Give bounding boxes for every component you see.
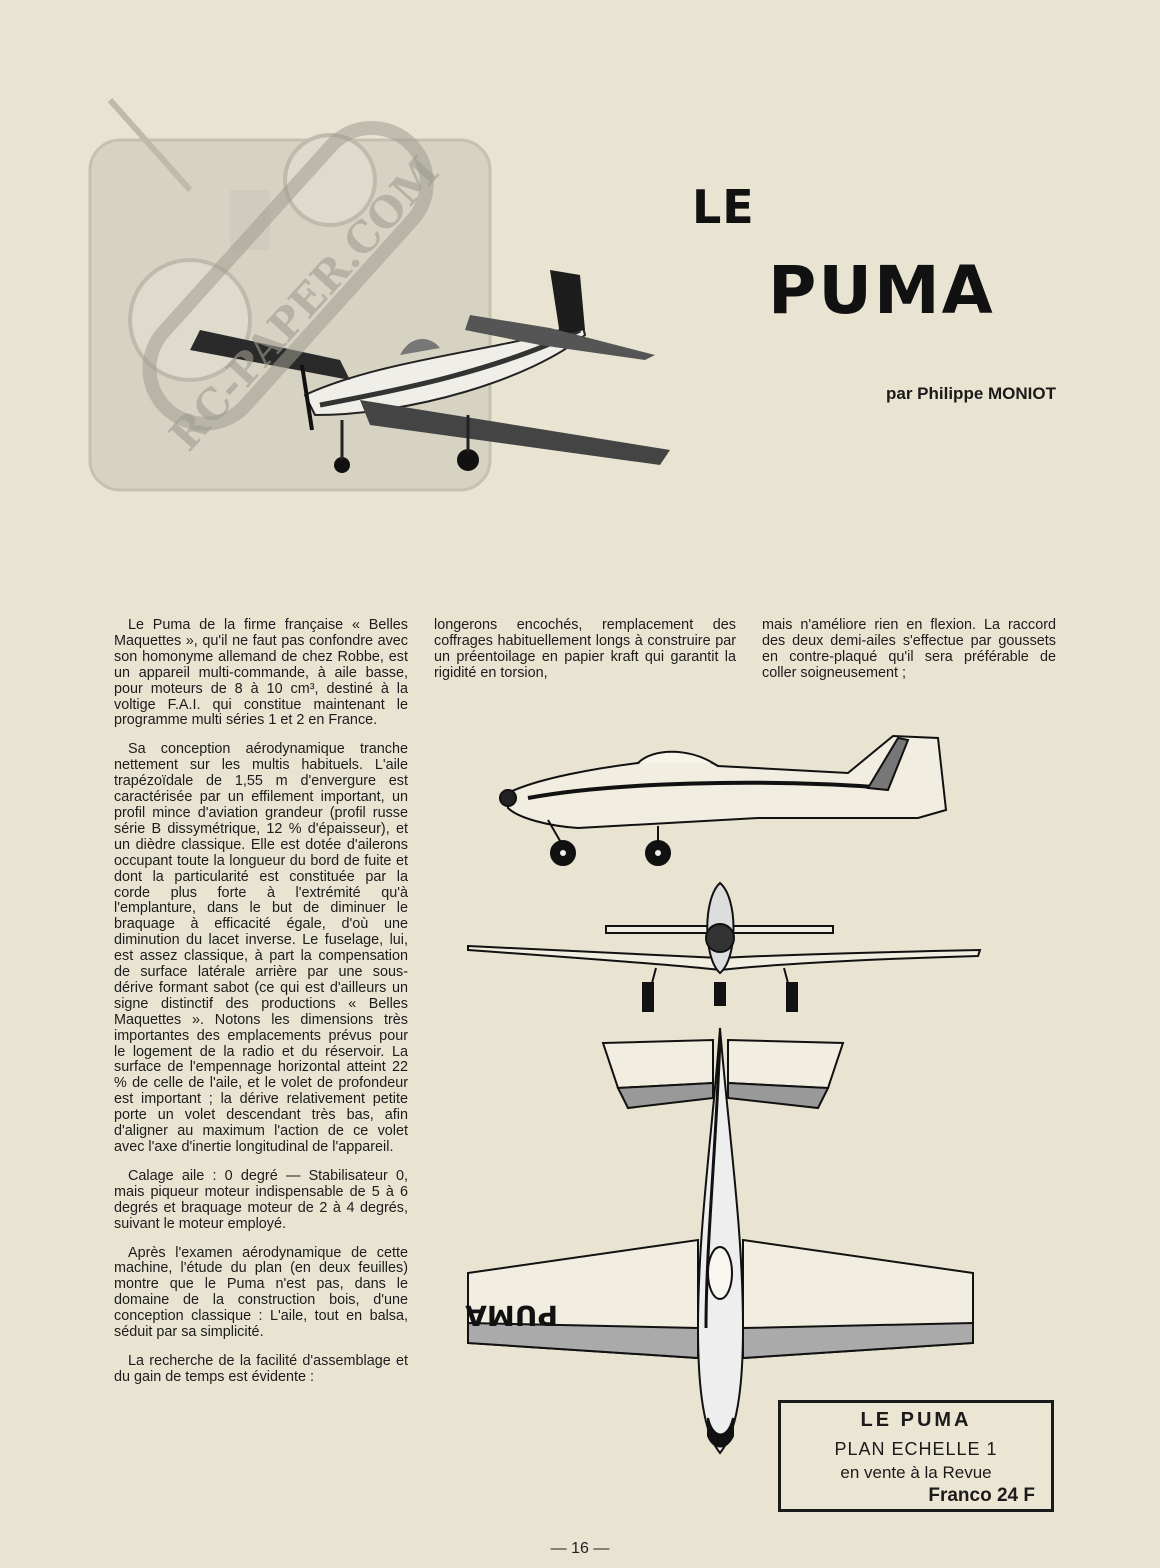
watermark-text: RC-PAPER.COM <box>159 147 449 460</box>
paragraph: Sa conception aérodynamique tranche nettement sur les multis habituels. L'aile trapézoïdale de 1,55 m d'envergure est caractérisée par un effilement important, un profil mince d'aviation grandeur (profil russe série B dissymétrique, 12 % d'épaisseur), et un dièdre classique. Elle est dotée d'ailerons occupant toute la longueur du bord de fuite et dont la particularité est constituée par la corde plus forte à l'extrémité qu'à l'emplanture, dans le but de diminuer le braquage à efficacité égale, d'où une diminution du lacet inverse. Le fuselage, lui, est assez classique, à part la compensation de surface latérale arrière par une sous-dérive formant sabot (ce qui est d'ailleurs un signe distinctif des productions « Belles Maquettes ». Notons les dimensions très importantes des emplacements prévus pour le logement de la radio et du réservoir. La surface de l'empennage horizontal atteint 22 % de celle de l'aile, et le volet de profondeur est important ; la dérive relativement petite porte un volet descendant très bas, afin d'aligner au maximum l'action de ce volet avec l'axe d'inertie longitudinal de l'appareil. <box>114 741 408 1155</box>
paragraph: mais n'améliore rien en flexion. La raccord des deux demi-ailes s'effectue par goussets en contre-plaqué qu'il sera préférable de coller soigneusement ; <box>762 617 1056 681</box>
three-view-drawing <box>458 728 988 1470</box>
paragraph: longerons encochés, remplacement des coffrages habituellement longs à construire par un préentoilage en papier kraft qui garantit la rigidité en torsion, <box>434 617 736 681</box>
paragraph: Calage aile : 0 degré — Stabilisateur 0, mais piqueur moteur indispensable de 5 à 6 degrés et braquage moteur de 2 à 4 degrés, suivant le moteur employé. <box>114 1167 408 1232</box>
infobox-title: LE PUMA <box>860 1409 972 1431</box>
page-number: — 16 — <box>550 1540 610 1557</box>
text-column-2 <box>434 618 736 695</box>
infobox-subtitle: PLAN ECHELLE 1 <box>834 1439 998 1459</box>
infobox-price: Franco 24 F <box>928 1485 1035 1506</box>
side-view <box>500 736 946 865</box>
plan-info-box <box>778 1400 1054 1512</box>
text-column-1 <box>114 618 408 1399</box>
paragraph: Le Puma de la firme française « Belles Maquettes », qu'il ne faut pas confondre avec son homonyme allemand de chez Robbe, est un appareil multi-commande, à aile basse, pour moteurs de 8 à 10 cm³, destiné à la voltige F.A.I. qui constitue maintenant le programme multi séries 1 et 2 en France. <box>114 617 408 729</box>
title-le: LE <box>692 180 755 234</box>
paragraph: Après l'examen aérodynamique de cette machine, l'étude du plan (en deux feuilles) montre que le Puma n'est pas, dans le domaine de la construction bois, d'une conception classique : L'aile, tout en balsa, séduit par sa simplicité. <box>114 1244 408 1341</box>
infobox-availability: en vente à la Revue <box>840 1463 992 1482</box>
title-puma: PUMA <box>768 252 995 329</box>
front-view <box>468 883 980 1011</box>
byline: par Philippe MONIOT <box>885 384 1056 403</box>
watermark-stamp <box>80 80 520 520</box>
text-column-3 <box>762 618 1056 695</box>
top-view <box>465 1028 973 1453</box>
wing-lettering: PUMA <box>465 1299 558 1332</box>
paragraph: La recherche de la facilité d'assemblage et du gain de temps est évidente : <box>114 1352 408 1385</box>
